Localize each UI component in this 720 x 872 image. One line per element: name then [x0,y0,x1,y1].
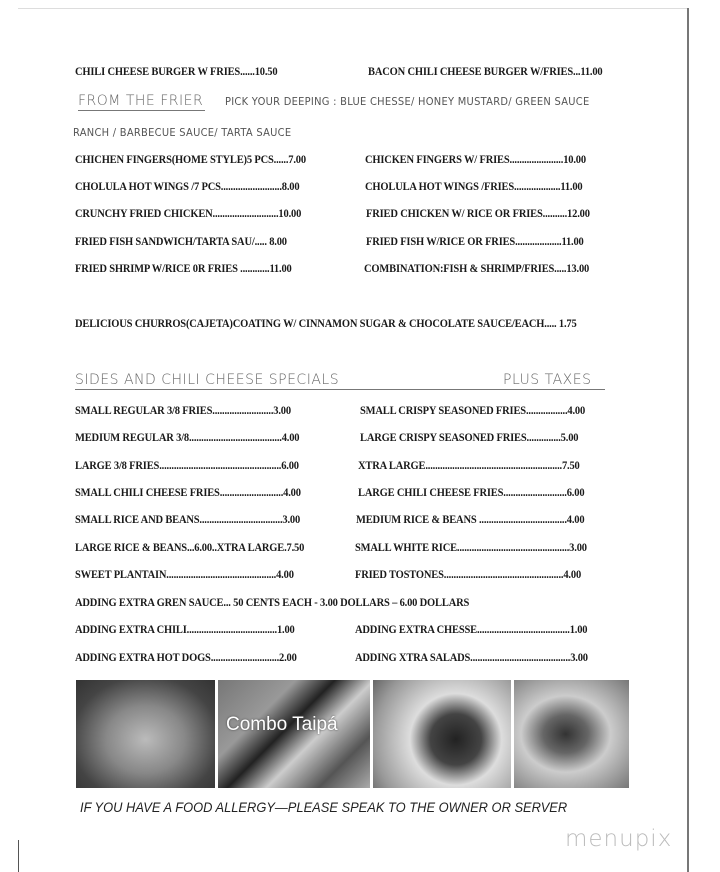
menu-item: LARGE CRISPY SEASONED FRIES..............5.00 [360,432,579,444]
watermark-logo: menupix [565,826,673,852]
photo-chili-dog [514,680,629,788]
dipping-options-cont: RANCH / BARBECUE SAUCE/ TARTA SAUCE [73,126,292,139]
menu-item: FRIED TOSTONES.................................................4.00 [355,569,582,581]
menu-item: XTRA LARGE........................................................7.50 [358,460,580,472]
allergy-notice: IF YOU HAVE A FOOD ALLERGY—PLEASE SPEAK TO THE OWNER OR SERVER [80,799,568,815]
menu-item: BACON CHILI CHEESE BURGER W/FRIES...11.00 [368,66,603,78]
menu-item: ADDING XTRA SALADS.........................................3.00 [355,652,588,664]
dipping-options: PICK YOUR DEEPING : BLUE CHESSE/ HONEY MUSTARD/ GREEN SAUCE [225,95,590,108]
page-edge-right [687,8,689,872]
heading-underline [75,389,605,390]
menu-item: FRIED FISH W/RICE OR FRIES...................11.00 [366,236,584,248]
section-heading-sides: SIDES AND CHILI CHEESE SPECIALS [75,372,340,388]
menu-item: CHICKEN FINGERS W/ FRIES......................10.00 [365,154,586,166]
section-heading-frier: FROM THE FRIER [78,93,204,109]
menu-item-green-sauce: ADDING EXTRA GREN SAUCE... 50 CENTS EACH - 3.00 DOLLARS – 6.00 DOLLARS [75,597,470,609]
menu-item: ADDING EXTRA CHILI.....................................1.00 [75,624,295,636]
menu-item: MEDIUM REGULAR 3/8......................................4.00 [75,432,300,444]
menu-item: SWEET PLANTAIN.............................................4.00 [75,569,294,581]
menu-item: ADDING EXTRA CHESSE......................................1.00 [355,624,588,636]
menu-item: FRIED SHRIMP W/RICE 0R FRIES ............11.00 [75,263,292,275]
menu-item: SMALL CRISPY SEASONED FRIES.................4.00 [360,405,586,417]
menu-item: LARGE 3/8 FRIES..................................................6.00 [75,460,299,472]
menu-item: LARGE CHILI CHEESE FRIES..........................6.00 [358,487,585,499]
page-edge-top [18,8,688,9]
menu-item: LARGE RICE & BEANS...6.00..XTRA LARGE.7.50 [75,542,305,554]
menu-item: CHOLULA HOT WINGS /FRIES...................11.00 [365,181,583,193]
plus-taxes-note: PLUS TAXES [503,372,592,388]
menu-item: CHICHEN FINGERS(HOME STYLE)5 PCS......7.00 [75,154,306,166]
menu-item: SMALL WHITE RICE..............................................3.00 [355,542,587,554]
menu-item: CHOLULA HOT WINGS /7 PCS.........................8.00 [75,181,300,193]
photo-rotisserie-chicken [76,680,215,788]
photo-caption: Combo Taipá [226,714,338,735]
menu-item-churros: DELICIOUS CHURROS(CAJETA)COATING W/ CINNAMON SUGAR & CHOCOLATE SAUCE/EACH..... 1.75 [75,318,577,330]
heading-underline [78,110,205,111]
menu-item: SMALL RICE AND BEANS..................................3.00 [75,514,301,526]
menu-item: FRIED CHICKEN W/ RICE OR FRIES..........12.00 [366,208,590,220]
menu-item: SMALL REGULAR 3/8 FRIES.........................3.00 [75,405,291,417]
page-edge-left [18,840,19,872]
menu-item: SMALL CHILI CHEESE FRIES..........................4.00 [75,487,301,499]
menu-item: FRIED FISH SANDWICH/TARTA SAU/..... 8.00 [75,236,287,248]
menu-item: MEDIUM RICE & BEANS ....................................4.00 [356,514,585,526]
menu-item: COMBINATION:FISH & SHRIMP/FRIES.....13.00 [364,263,590,275]
menu-item: CRUNCHY FRIED CHICKEN...........................10.00 [75,208,302,220]
photo-combo-taipa [218,680,370,788]
photo-wings-fries [373,680,511,788]
menu-item: ADDING EXTRA HOT DOGS............................2.00 [75,652,297,664]
menu-item: CHILI CHEESE BURGER W FRIES......10.50 [75,66,278,78]
